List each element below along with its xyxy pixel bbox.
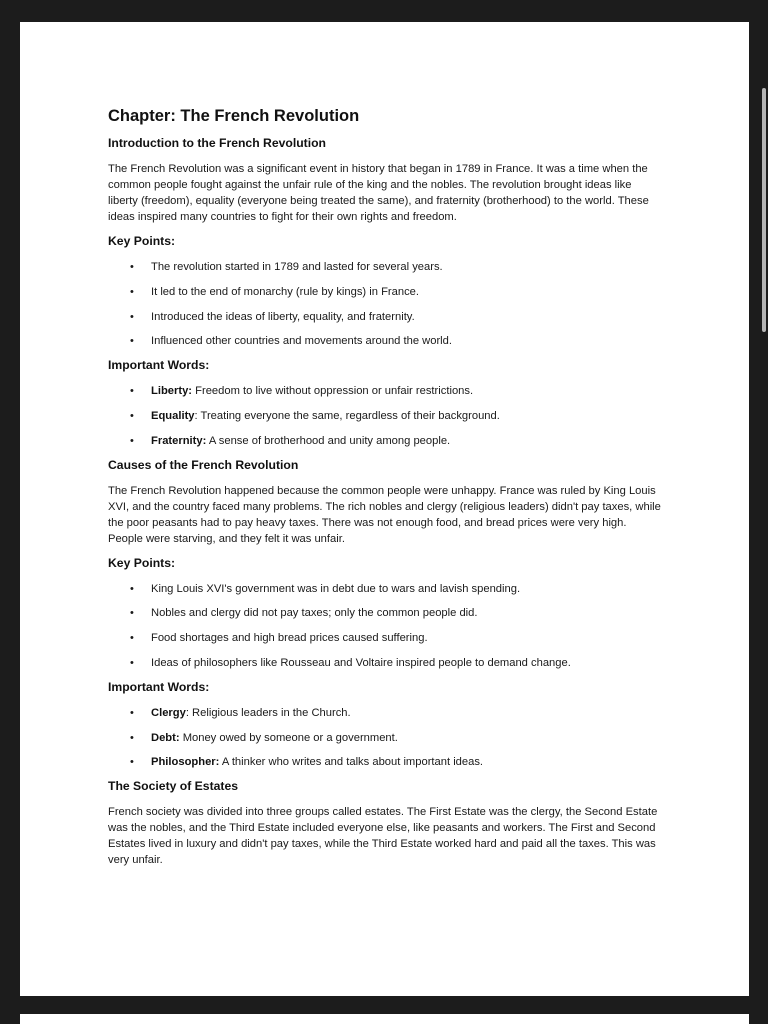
- list-item: • The revolution started in 1789 and lasted for several years.: [130, 261, 443, 273]
- key-points-heading: Key Points:: [108, 234, 176, 248]
- section-heading-estates: The Society of Estates: [108, 779, 239, 794]
- list-item: • Philosopher: A thinker who writes and talks about important ideas.: [130, 756, 484, 769]
- list-item: • King Louis XVI's government was in debt due to wars and lavish spending.: [130, 582, 521, 595]
- section-heading-causes: Causes of the French Revolution: [108, 457, 299, 472]
- list-item: • Influenced other countries and movements around the world.: [130, 335, 452, 348]
- list-item: • Introduced the ideas of liberty, equality, and fraternity.: [130, 310, 415, 323]
- section-paragraph-introduction: The French Revolution was a significant event in history that began in 1789 in France. It was a time when the common people fought against the unfair rule of the king and the nobles. The revolution brought ideas like liberty (freedom), equality (everyone being treated the same), and fraternity (brotherhood) to the world. These ideas inspired many countries to fight for their own rights and freedom.: [108, 163, 649, 223]
- list-item: • It led to the end of monarchy (rule by kings) in France.: [130, 285, 420, 298]
- list-item: • Equality: Treating everyone the same, regardless of their background.: [130, 409, 500, 422]
- section-paragraph-estates: French society was divided into three groups called estates. The First Estate was the clergy, the Second Estate was the nobles, and the Third Estate included everyone else, like peasants and workers. The First and Second Estates lived in luxury and didn't pay taxes, while the Third Estate worked hard and paid all the taxes. This was very unfair.: [108, 806, 658, 867]
- section-heading-introduction: Introduction to the French Revolution: [108, 136, 327, 150]
- key-points-list: [108, 259, 661, 349]
- vertical-scrollbar[interactable]: [760, 22, 768, 996]
- scrollbar-thumb[interactable]: [762, 88, 766, 332]
- key-points-list: [108, 581, 661, 671]
- important-words-heading: Important Words:: [108, 358, 210, 373]
- list-item: • Ideas of philosophers like Rousseau and Voltaire inspired people to demand change.: [130, 656, 571, 669]
- list-item: • Liberty: Freedom to live without oppression or unfair restrictions.: [130, 385, 474, 398]
- list-item: • Food shortages and high bread prices caused suffering.: [130, 632, 428, 645]
- important-words-list: [108, 383, 661, 449]
- list-item: • Clergy: Religious leaders in the Church.: [130, 706, 351, 719]
- next-page-edge: [20, 1014, 749, 1024]
- list-item: • Debt: Money owed by someone or a government.: [130, 731, 398, 744]
- important-words-list: [108, 705, 661, 771]
- key-points-heading: Key Points:: [108, 555, 176, 570]
- document-page: [20, 22, 749, 996]
- important-words-heading: Important Words:: [108, 679, 210, 694]
- chapter-title: Chapter: The French Revolution: [108, 107, 360, 125]
- section-paragraph-causes: The French Revolution happened because the common people were unhappy. France was ruled by King Louis XVI, and the country faced many problems. The rich nobles and clergy (religious leaders) didn't pay taxes, while the poor peasants had to pay heavy taxes. There was not enough food, and bread prices were very high. People were starving, and they felt it was unfair.: [108, 484, 661, 545]
- list-item: • Fraternity: A sense of brotherhood and unity among people.: [130, 434, 451, 447]
- list-item: • Nobles and clergy did not pay taxes; only the common people did.: [130, 607, 478, 620]
